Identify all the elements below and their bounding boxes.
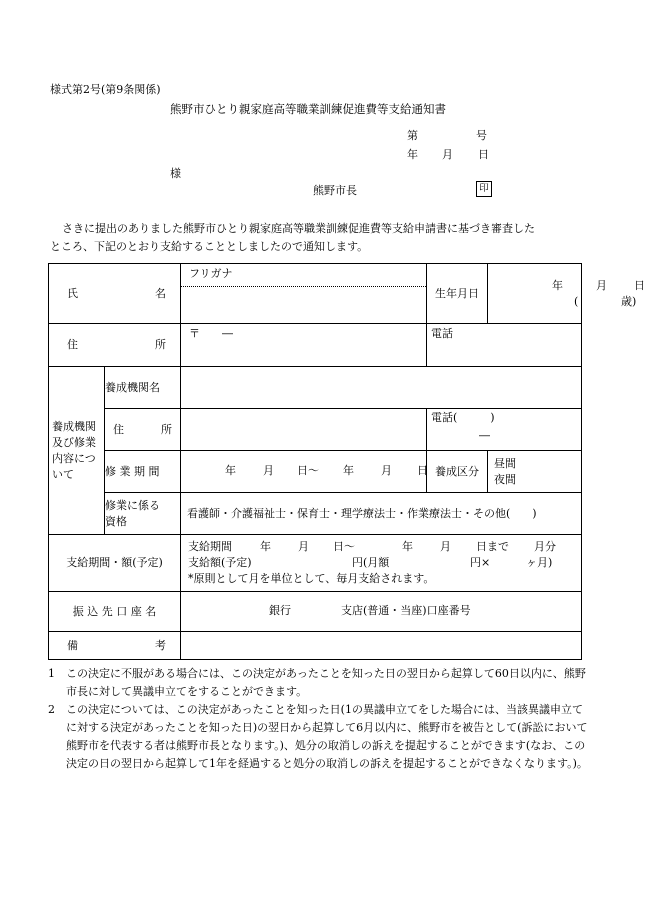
institution-name-label: 養成機関名 xyxy=(105,367,181,409)
payment-note: *原則として月を単位として、毎月支給されます。 xyxy=(188,572,435,585)
bank-account-input[interactable] xyxy=(181,592,582,632)
institution-name-row xyxy=(49,367,582,409)
payment-period-line: 支給期間 年 月 日〜 年 月 日まで 月分 xyxy=(188,540,556,553)
name-row xyxy=(49,264,582,324)
addressee-honorific: 様 xyxy=(170,167,181,180)
intro-line-2: ところ、下記のとおり支給することとしましたので通知します。 xyxy=(50,240,369,253)
payment-details[interactable] xyxy=(181,535,582,592)
age-open-paren: ( xyxy=(574,294,579,308)
night-course-option[interactable]: 夜間 xyxy=(494,472,517,486)
intro-line-1: さきに提出のありました熊野市ひとり親家庭高等職業訓練促進費等支給申請書に基づき審査した xyxy=(62,222,535,235)
bank-account-label: 振 込 先 口 座 名 xyxy=(49,592,181,632)
birth-year: 年 xyxy=(552,278,564,292)
date-day: 日 xyxy=(478,148,489,161)
birthdate-input-cell[interactable] xyxy=(488,264,645,324)
name-input-cell[interactable] xyxy=(181,264,427,324)
institution-phone-label: 電話( ) xyxy=(431,411,495,424)
institution-address-input[interactable] xyxy=(181,409,427,451)
day-course-option[interactable]: 昼間 xyxy=(494,456,517,470)
birth-month: 月 xyxy=(596,278,608,292)
remarks-row xyxy=(49,632,582,660)
phone-label: 電話 xyxy=(431,327,454,340)
institution-phone-cell[interactable] xyxy=(427,409,582,451)
address-label-cell: 住 所 xyxy=(49,324,181,367)
doc-number-go: 号 xyxy=(476,129,487,142)
notes-section xyxy=(48,665,588,773)
institution-address-label: 住 所 xyxy=(105,409,181,451)
qualification-label: 修業に係る 資格 xyxy=(105,493,181,535)
birth-day: 日 xyxy=(634,278,645,292)
study-period-input[interactable]: 年 月 日〜 年 月 日 xyxy=(181,451,427,493)
phone-input-cell[interactable] xyxy=(427,324,582,367)
study-period-row xyxy=(49,451,582,493)
seal-box: 印 xyxy=(476,181,492,197)
name-label-cell: 氏 名 xyxy=(49,264,181,324)
note-item: 2 この決定については、この決定があったことを知った日(1の異議申立てをした場合には、当該異議申立てに対する決定があったことを知った日)の翌日から起算して6月以内に、熊野市を被告として(訴訟において熊野市を代表する者は熊野市長となります。)、処分の取消しの訴えを提起することができます(なお、この決定の日の翌日から起算して1年を経過すると処分の取消しの訴えを提起することができなくなります。)。 xyxy=(48,703,588,770)
date-year: 年 xyxy=(407,148,418,161)
address-input-cell[interactable] xyxy=(181,324,427,367)
note-item: 1 この決定に不服がある場合には、この決定があったことを知った日の翌日から起算して60日以内に、熊野市長に対して異議申立てをすることができます。 xyxy=(48,667,586,698)
institution-name-input[interactable] xyxy=(181,367,582,409)
institution-address-row xyxy=(49,409,582,451)
training-group-label: 養成機関及び修業内容について xyxy=(49,367,105,535)
document-title: 熊野市ひとり親家庭高等職業訓練促進費等支給通知書 xyxy=(170,102,446,116)
bank-name-suffix: 銀行 xyxy=(269,603,291,617)
form-number: 様式第2号(第9条関係) xyxy=(50,83,161,96)
doc-number-dai: 第 xyxy=(407,129,418,142)
birthdate-label: 生年月日 xyxy=(427,264,488,324)
training-type-label: 養成区分 xyxy=(427,451,488,493)
training-type-options[interactable] xyxy=(488,451,582,493)
age-label: 歳) xyxy=(621,294,637,308)
qualification-row xyxy=(49,493,582,535)
qualification-options[interactable]: 看護師・介護福祉士・保育士・理学療法士・作業療法士・その他( ) xyxy=(181,493,582,535)
payment-amount-line: 支給額(予定) 円(月額 円× ヶ月) xyxy=(188,556,553,569)
postal-code-mark: 〒 ― xyxy=(189,327,233,340)
payment-row xyxy=(49,535,582,592)
branch-account-type: 支店(普通・当座)口座番号 xyxy=(341,603,471,617)
payment-label: 支給期間・額(予定) xyxy=(49,535,181,592)
institution-phone-dash: ― xyxy=(479,428,491,442)
remarks-input[interactable] xyxy=(181,632,582,660)
address-row xyxy=(49,324,582,367)
notice-form-table xyxy=(48,263,645,660)
bank-account-row xyxy=(49,592,582,632)
issuer-name: 熊野市長 xyxy=(313,184,357,197)
study-period-label: 修 業 期 間 xyxy=(105,451,181,493)
remarks-label-cell: 備 考 xyxy=(49,632,181,660)
furigana-label: フリガナ xyxy=(181,264,426,287)
date-month: 月 xyxy=(442,148,453,161)
